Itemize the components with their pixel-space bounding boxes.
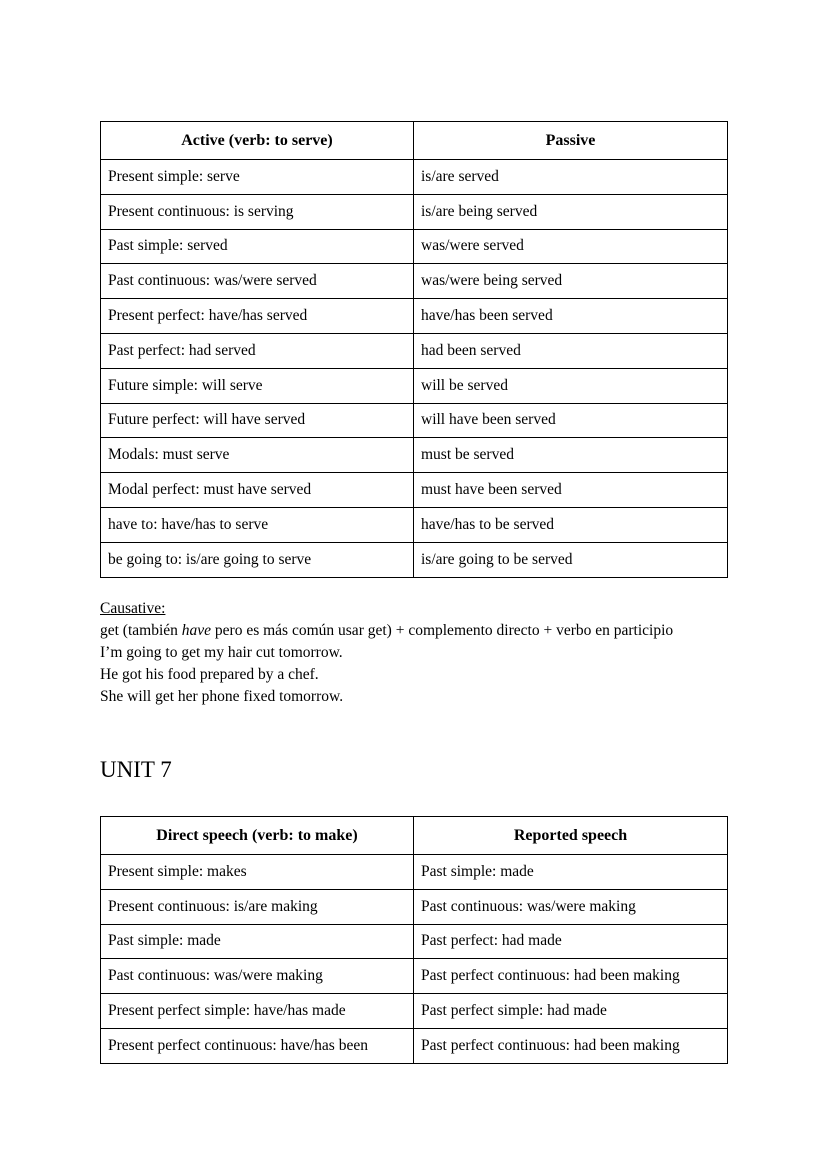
table-cell: have/has been served: [414, 299, 728, 334]
table-cell: had been served: [414, 333, 728, 368]
table-row: [101, 194, 728, 229]
table-row: [101, 924, 728, 959]
table-cell: Past perfect: had served: [101, 333, 414, 368]
causative-rule-emphasis: have: [181, 622, 212, 639]
table-cell: Present perfect simple: have/has made: [101, 994, 414, 1029]
table-row: [101, 229, 728, 264]
table-cell: Past continuous: was/were served: [101, 264, 414, 299]
table-header-row: [101, 817, 728, 855]
table-cell: Past perfect continuous: had been making: [414, 1028, 728, 1063]
table-cell: is/are being served: [414, 194, 728, 229]
table-cell: Future perfect: will have served: [101, 403, 414, 438]
causative-rule-part: pero es más común usar get) + complemento directo + verbo en participio: [211, 622, 674, 639]
causative-example: He got his food prepared by a chef.: [100, 666, 319, 683]
table-row: [101, 438, 728, 473]
table-cell: Present continuous: is serving: [101, 194, 414, 229]
causative-rule: [100, 620, 673, 642]
causative-example: I’m going to get my hair cut tomorrow.: [100, 644, 343, 661]
table-row: [101, 333, 728, 368]
table-cell: Past perfect simple: had made: [414, 994, 728, 1029]
table-row: [101, 542, 728, 577]
reported-speech-table: [100, 816, 728, 1064]
causative-section: [100, 598, 673, 708]
table-cell: will have been served: [414, 403, 728, 438]
table-cell: be going to: is/are going to serve: [101, 542, 414, 577]
table-cell: Present continuous: is/are making: [101, 889, 414, 924]
column-header-passive: Passive: [414, 122, 728, 160]
causative-rule-part: get (también: [100, 622, 182, 639]
table-cell: Past perfect: had made: [414, 924, 728, 959]
column-header-reported-speech: Reported speech: [414, 817, 728, 855]
table-cell: Past perfect continuous: had been making: [414, 959, 728, 994]
table-cell: is/are going to be served: [414, 542, 728, 577]
table-cell: have to: have/has to serve: [101, 507, 414, 542]
table-row: [101, 855, 728, 890]
table-cell: Modals: must serve: [101, 438, 414, 473]
table-cell: Present perfect: have/has served: [101, 299, 414, 334]
table-cell: Present perfect continuous: have/has been: [101, 1028, 414, 1063]
table-row: [101, 473, 728, 508]
table-cell: Past continuous: was/were making: [414, 889, 728, 924]
table-row: [101, 994, 728, 1029]
table-row: [101, 299, 728, 334]
column-header-direct-speech: Direct speech (verb: to make): [101, 817, 414, 855]
unit-heading: UNIT 7: [100, 757, 172, 782]
table-cell: is/are served: [414, 160, 728, 195]
table-cell: was/were being served: [414, 264, 728, 299]
table-cell: Present simple: serve: [101, 160, 414, 195]
table-cell: Future simple: will serve: [101, 368, 414, 403]
table-cell: Past simple: made: [414, 855, 728, 890]
causative-heading: Causative:: [100, 600, 166, 617]
table-row: [101, 264, 728, 299]
table-row: [101, 959, 728, 994]
causative-example: She will get her phone fixed tomorrow.: [100, 688, 344, 705]
table-header-row: [101, 122, 728, 160]
table-cell: will be served: [414, 368, 728, 403]
table-row: [101, 1028, 728, 1063]
table-row: [101, 160, 728, 195]
table-row: [101, 368, 728, 403]
table-row: [101, 507, 728, 542]
passive-voice-table: [100, 121, 728, 578]
table-row: [101, 403, 728, 438]
table-cell: must be served: [414, 438, 728, 473]
table-cell: have/has to be served: [414, 507, 728, 542]
table-cell: Modal perfect: must have served: [101, 473, 414, 508]
table-cell: Past simple: served: [101, 229, 414, 264]
table-cell: Past simple: made: [101, 924, 414, 959]
table-row: [101, 889, 728, 924]
column-header-active: Active (verb: to serve): [101, 122, 414, 160]
table-cell: must have been served: [414, 473, 728, 508]
table-cell: was/were served: [414, 229, 728, 264]
table-cell: Past continuous: was/were making: [101, 959, 414, 994]
table-cell: Present simple: makes: [101, 855, 414, 890]
